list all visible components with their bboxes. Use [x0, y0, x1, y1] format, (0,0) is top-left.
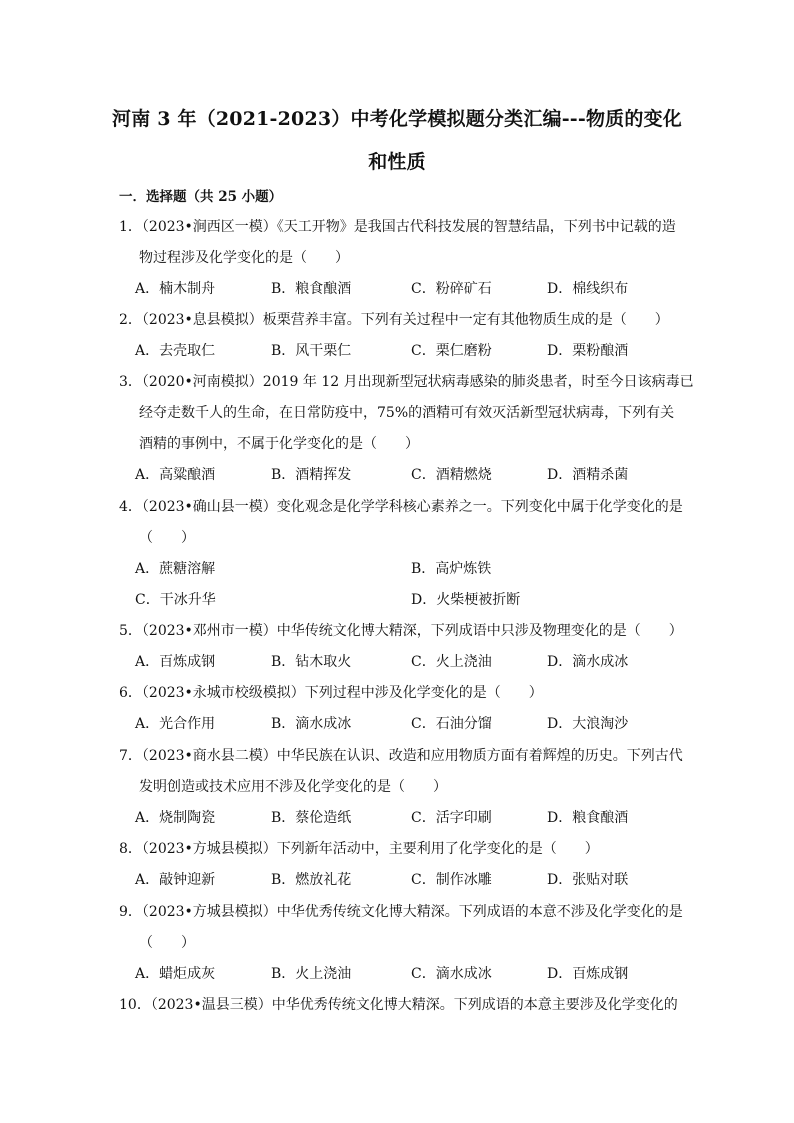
option-b[interactable]: B．钻木取火	[271, 654, 352, 670]
option-a[interactable]: A．蔗糖溶解	[135, 561, 216, 577]
question-3-line-1: 3．（2020•河南模拟）2019 年 12 月出现新型冠状病毒感染的肺炎患者，时至今日该病毒已	[119, 374, 694, 390]
option-b[interactable]: B．酒精挥发	[271, 467, 352, 483]
option-d[interactable]: D．滴水成冰	[547, 654, 629, 670]
option-d[interactable]: D．百炼成钢	[547, 966, 629, 982]
question-2-line-1: 2．（2023•息县模拟）板栗营养丰富。下列有关过程中一定有其他物质生成的是（ ）	[119, 312, 669, 328]
question-3-line-2: 经夺走数千人的生命，在日常防疫中，75%的酒精可有效灭活新型冠状病毒，下列有关	[139, 405, 675, 421]
question-1-options	[135, 279, 695, 299]
option-c[interactable]: C．栗仁磨粉	[411, 343, 492, 359]
question-3-options	[135, 465, 695, 485]
question-1-line-1: 1．（2023•涧西区一模）《天工开物》是我国古代科技发展的智慧结晶，下列书中记载的造	[119, 219, 676, 235]
option-c[interactable]: C．滴水成冰	[411, 966, 492, 982]
question-9-line-2: （ ）	[139, 935, 195, 951]
question-1-line-2: 物过程涉及化学变化的是（ ）	[139, 250, 349, 266]
question-10-line-1: 10．（2023•温县三模）中华优秀传统文化博大精深。下列成语的本意主要涉及化学变化的	[119, 997, 678, 1013]
option-a[interactable]: A．百炼成钢	[135, 654, 216, 670]
option-a[interactable]: A．楠木制舟	[135, 281, 216, 297]
question-7-line-2: 发明创造或技术应用不涉及化学变化的是（ ）	[139, 779, 447, 795]
question-9-options	[135, 964, 695, 984]
question-7-options	[135, 808, 695, 828]
question-5-options	[135, 652, 695, 672]
option-a[interactable]: A．烧制陶瓷	[135, 810, 216, 826]
option-a[interactable]: A．去壳取仁	[135, 343, 216, 359]
question-2-options	[135, 341, 695, 361]
question-3-line-3: 酒精的事例中，不属于化学变化的是（ ）	[139, 436, 419, 452]
question-6-line-1: 6．（2023•永城市校级模拟）下列过程中涉及化学变化的是（ ）	[119, 685, 543, 701]
option-d[interactable]: D．大浪淘沙	[547, 716, 629, 732]
section-heading: 一．选择题（共 25 小题）	[119, 189, 283, 205]
option-d[interactable]: D．棉线织布	[547, 281, 629, 297]
option-b[interactable]: B．粮食酿酒	[271, 281, 352, 297]
question-8-options	[135, 870, 695, 890]
option-c[interactable]: C．火上浇油	[411, 654, 492, 670]
option-b[interactable]: B．蔡伦造纸	[271, 810, 352, 826]
option-c[interactable]: C．干冰升华	[135, 592, 216, 608]
option-d[interactable]: D．张贴对联	[547, 872, 629, 888]
option-a[interactable]: A．高粱酿酒	[135, 467, 216, 483]
option-c[interactable]: C．酒精燃烧	[411, 467, 492, 483]
question-6-options	[135, 714, 695, 734]
document-title-line-1: 河南 3 年（2021-2023）中考化学模拟题分类汇编---物质的变化	[112, 108, 682, 130]
question-4-options-row-1	[135, 559, 695, 579]
question-5-line-1: 5．（2023•邓州市一模）中华传统文化博大精深，下列成语中只涉及物理变化的是（ ）	[119, 623, 683, 639]
option-a[interactable]: A．光合作用	[135, 716, 216, 732]
question-4-line-1: 4．（2023•确山县一模）变化观念是化学学科核心素养之一。下列变化中属于化学变化的是	[119, 499, 683, 515]
option-b[interactable]: B．高炉炼铁	[411, 561, 492, 577]
document-title-line-2: 和性质	[368, 151, 426, 173]
option-b[interactable]: B．燃放礼花	[271, 872, 352, 888]
option-c[interactable]: C．粉碎矿石	[411, 281, 492, 297]
option-d[interactable]: D．粮食酿酒	[547, 810, 629, 826]
option-a[interactable]: A．蜡炬成灰	[135, 966, 216, 982]
question-7-line-1: 7．（2023•商水县二模）中华民族在认识、改造和应用物质方面有着辉煌的历史。下列古代	[119, 748, 683, 764]
question-9-line-1: 9．（2023•方城县模拟）中华优秀传统文化博大精深。下列成语的本意不涉及化学变化的是	[119, 904, 683, 920]
option-b[interactable]: B．风干栗仁	[271, 343, 352, 359]
option-d[interactable]: D．酒精杀菌	[547, 467, 629, 483]
option-d[interactable]: D．栗粉酿酒	[547, 343, 629, 359]
option-c[interactable]: C．制作冰雕	[411, 872, 492, 888]
option-a[interactable]: A．敲钟迎新	[135, 872, 216, 888]
option-b[interactable]: B．火上浇油	[271, 966, 352, 982]
option-c[interactable]: C．活字印刷	[411, 810, 492, 826]
question-4-line-2: （ ）	[139, 530, 195, 546]
question-8-line-1: 8．（2023•方城县模拟）下列新年活动中，主要利用了化学变化的是（ ）	[119, 841, 599, 857]
question-4-options-row-2	[135, 590, 695, 610]
option-c[interactable]: C．石油分馏	[411, 716, 492, 732]
option-d[interactable]: D．火柴梗被折断	[411, 592, 521, 608]
option-b[interactable]: B．滴水成冰	[271, 716, 352, 732]
